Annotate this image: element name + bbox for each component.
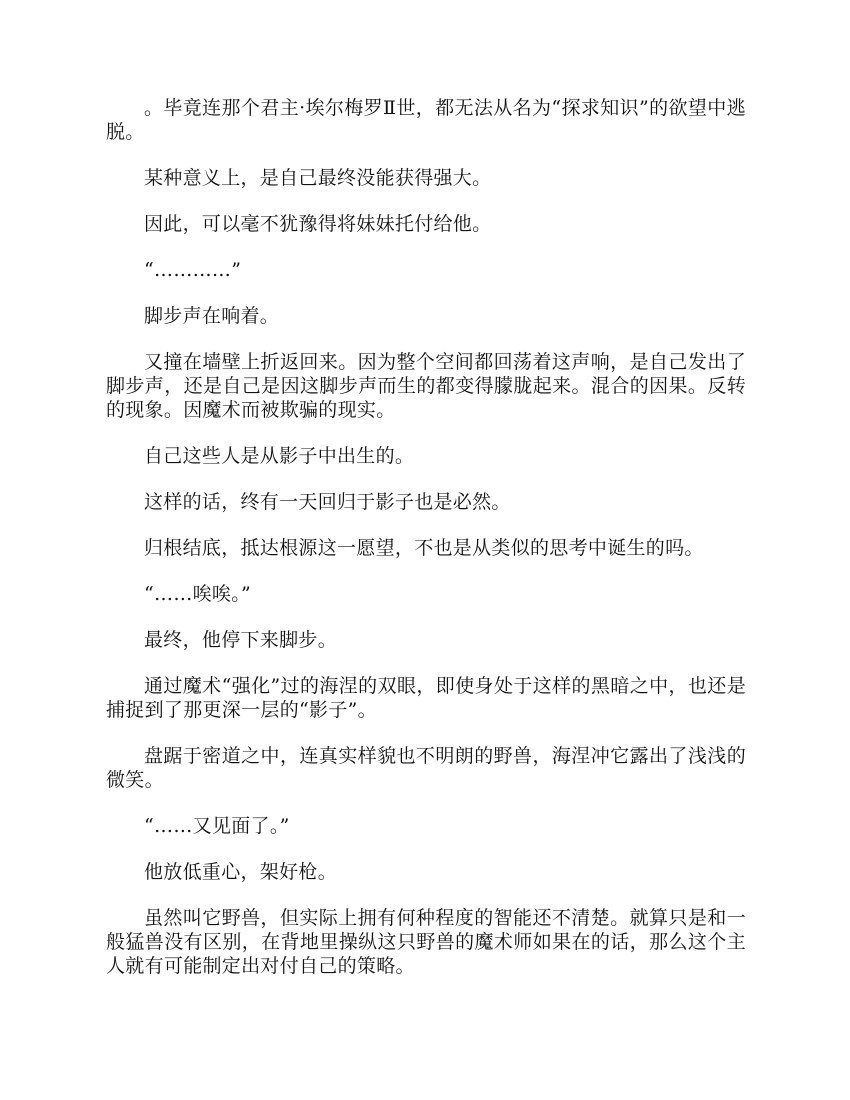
paragraph: 他放低重心，架好枪。 (144, 861, 338, 883)
paragraph: 通过魔术“强化”过的海涅的双眼，即使身处于这样的黑暗之中，也还是捕捉到了那更深一层的“影子”。 (106, 675, 746, 721)
paragraph: 脚步声在响着。 (144, 305, 280, 327)
paragraph: 某种意义上，是自己最终没能获得强大。 (144, 167, 492, 189)
paragraph: 。毕竟连那个君主·埃尔梅罗Ⅱ世，都无法从名为“探求知识”的欲望中逃脱。 (106, 97, 746, 143)
paragraph: 因此，可以毫不犹豫得将妹妹托付给他。 (144, 213, 492, 235)
paragraph: “……唉唉。” (144, 583, 252, 605)
paragraph: 又撞在墙壁上折返回来。因为整个空间都回荡着这声响，是自己发出了脚步声，还是自己是因这脚步声而生的都变得朦胧起来。混合的因果。反转的现象。因魔术而被欺骗的现实。 (106, 351, 746, 421)
paragraph: “……又见面了。” (144, 815, 290, 837)
paragraph: 这样的话，终有一天回归于影子也是必然。 (144, 491, 511, 513)
paragraph: 虽然叫它野兽，但实际上拥有何种程度的智能还不清楚。就算只是和一般猛兽没有区别，在背地里操纵这只野兽的魔术师如果在的话，那么这个主人就有可能制定出对付自己的策略。 (106, 907, 746, 977)
paragraph: 自己这些人是从影子中出生的。 (144, 445, 415, 467)
paragraph: 归根结底，抵达根源这一愿望，不也是从类似的思考中诞生的吗。 (144, 537, 704, 559)
paragraph: 最终，他停下来脚步。 (144, 629, 338, 651)
document-body (106, 96, 746, 1000)
paragraph: 盘踞于密道之中，连真实样貌也不明朗的野兽，海涅冲它露出了浅浅的微笑。 (106, 745, 746, 791)
paragraph: “…………” (144, 259, 242, 281)
